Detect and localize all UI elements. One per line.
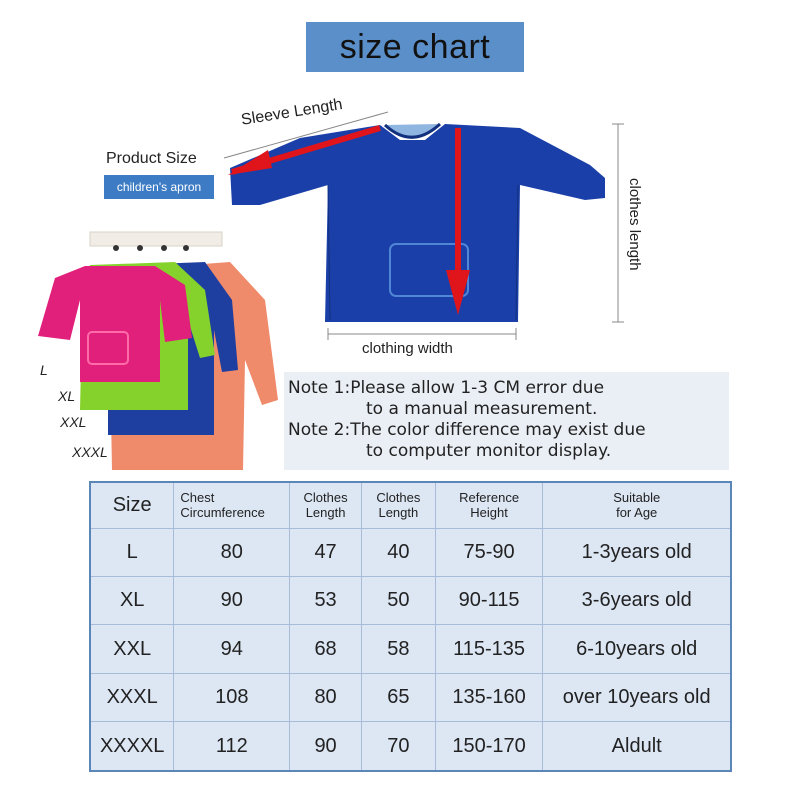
size-mark-l: L xyxy=(40,362,48,378)
cell-height: 75-90 xyxy=(435,528,543,576)
cell-length-1: 68 xyxy=(290,625,362,673)
header-clothes-length-1: Clothes Length xyxy=(290,482,362,528)
cell-length-2: 58 xyxy=(361,625,435,673)
note-1-line-2: to a manual measurement. xyxy=(366,399,598,419)
note-2-line-1: Note 2:The color difference may exist due xyxy=(288,420,646,440)
cell-height: 115-135 xyxy=(435,625,543,673)
cell-length-1: 47 xyxy=(290,528,362,576)
header-reference-height: Reference Height xyxy=(435,482,543,528)
cell-age: Aldult xyxy=(543,722,731,771)
cell-age: 1-3years old xyxy=(543,528,731,576)
cell-size: XL xyxy=(90,576,174,624)
size-mark-xxxl: XXXL xyxy=(72,444,108,460)
cell-length-2: 65 xyxy=(361,673,435,721)
cell-age: 6-10years old xyxy=(543,625,731,673)
cell-size: XXXL xyxy=(90,673,174,721)
note-1-line-1: Note 1:Please allow 1-3 CM error due xyxy=(288,378,605,398)
table-row xyxy=(90,722,731,771)
header-suitable-age: Suitable for Age xyxy=(543,482,731,528)
coat-rack xyxy=(90,232,222,251)
size-mark-xxl: XXL xyxy=(60,414,87,430)
size-mark-xl: XL xyxy=(58,388,76,404)
table-row xyxy=(90,673,731,721)
cell-height: 150-170 xyxy=(435,722,543,771)
header-clothes-length-2: Clothes Length xyxy=(361,482,435,528)
clothing-width-label: clothing width xyxy=(362,340,453,357)
cell-length-2: 70 xyxy=(361,722,435,771)
page-title: size chart xyxy=(306,22,524,72)
table-row xyxy=(90,528,731,576)
cell-size: XXXXL xyxy=(90,722,174,771)
cell-length-1: 53 xyxy=(290,576,362,624)
size-table xyxy=(89,481,732,772)
cell-size: L xyxy=(90,528,174,576)
table-header-row xyxy=(90,482,731,528)
cell-chest: 90 xyxy=(174,576,290,624)
cell-size: XXL xyxy=(90,625,174,673)
cell-length-1: 80 xyxy=(290,673,362,721)
note-2-line-2: to computer monitor display. xyxy=(366,441,612,461)
cell-length-1: 90 xyxy=(290,722,362,771)
cell-height: 135-160 xyxy=(435,673,543,721)
product-badge: children's apron xyxy=(104,175,214,199)
table-row xyxy=(90,625,731,673)
cell-length-2: 50 xyxy=(361,576,435,624)
cell-age: over 10years old xyxy=(543,673,731,721)
cell-height: 90-115 xyxy=(435,576,543,624)
notes-box xyxy=(284,372,729,470)
cell-chest: 94 xyxy=(174,625,290,673)
cell-chest: 112 xyxy=(174,722,290,771)
cell-chest: 108 xyxy=(174,673,290,721)
cell-length-2: 40 xyxy=(361,528,435,576)
product-size-label: Product Size xyxy=(106,150,197,167)
table-row xyxy=(90,576,731,624)
cell-age: 3-6years old xyxy=(543,576,731,624)
cell-chest: 80 xyxy=(174,528,290,576)
sleeve-length-label: Sleeve Length xyxy=(240,95,344,129)
header-size: Size xyxy=(90,482,174,528)
header-chest: Chest Circumference xyxy=(174,482,290,528)
clothes-length-label: clothes length xyxy=(626,178,643,271)
